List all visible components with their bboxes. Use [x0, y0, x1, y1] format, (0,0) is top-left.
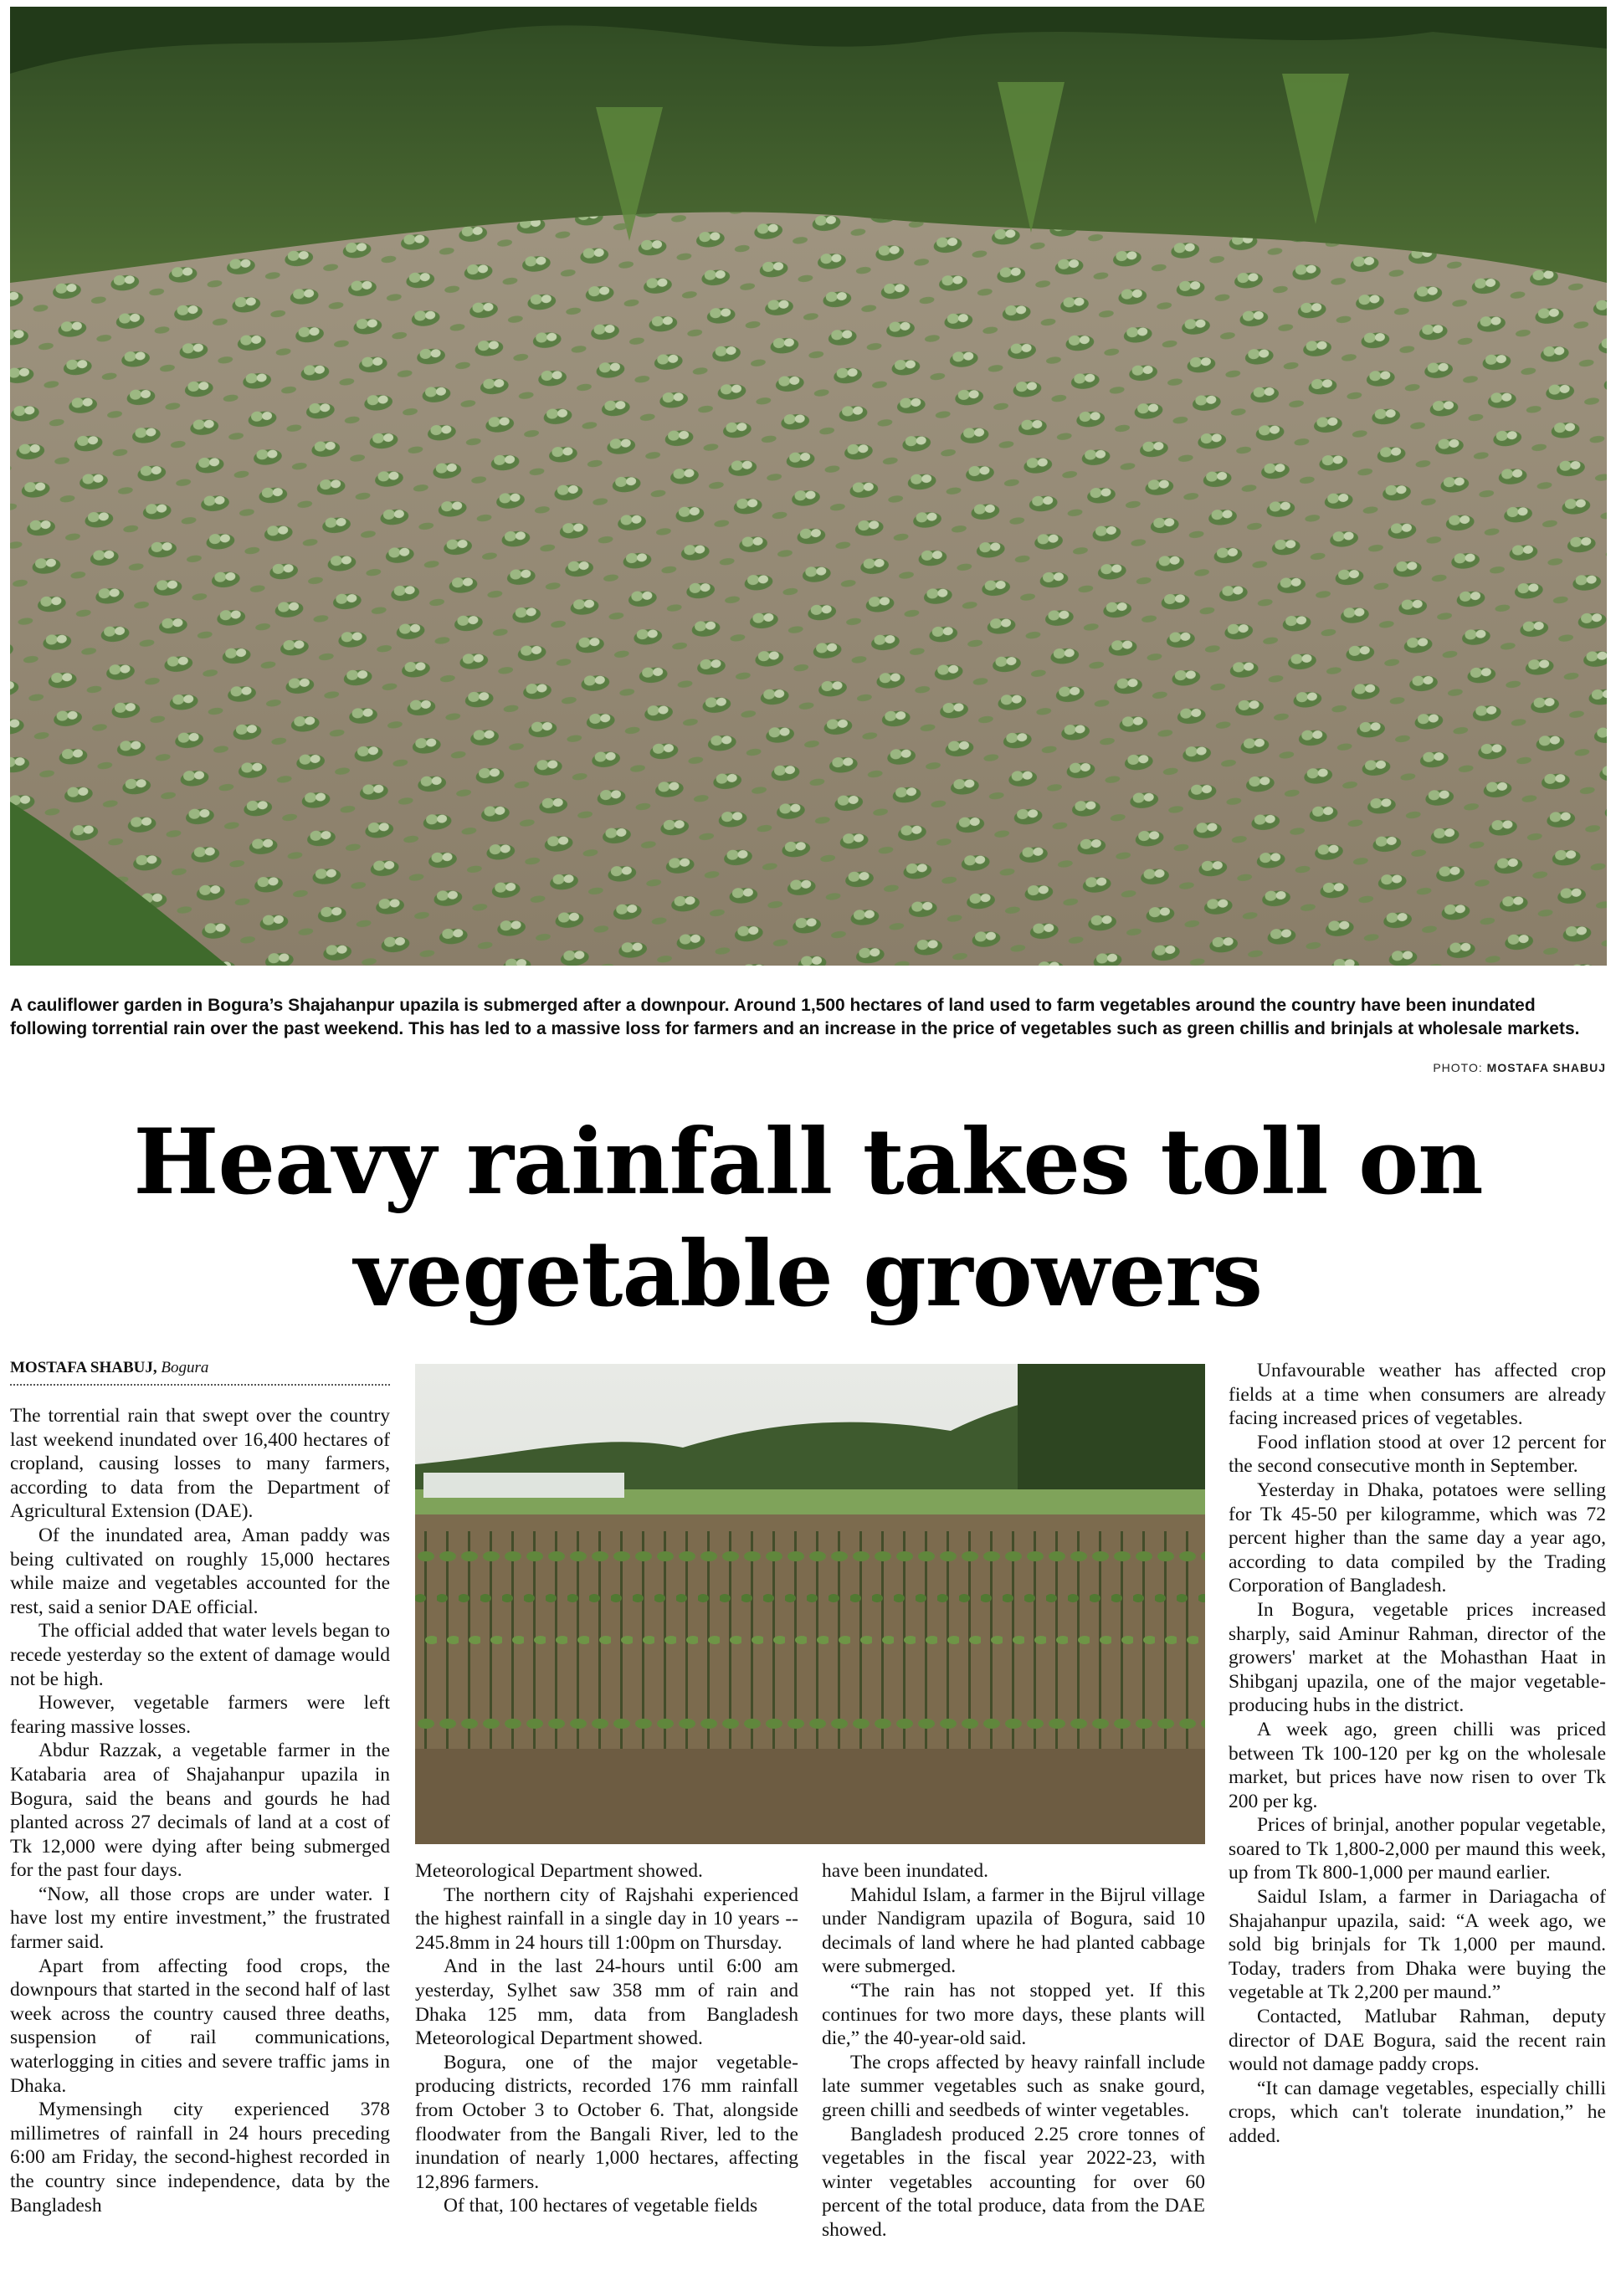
paragraph: Unfavourable weather has affected crop fields at a time when consumers are already facing increased prices of vegetables.: [1229, 1360, 1606, 1430]
paragraph: Prices of brinjal, another popular vegetable, soared to Tk 1,800-2,000 per maund this week, up from Tk 800-1,000 per maund earlier.: [1229, 1814, 1606, 1884]
article-column-2: [415, 1859, 798, 2291]
photo-credit: [1433, 1061, 1606, 1074]
paragraph: Food inflation stood at over 12 percent for the second consecutive month in September.: [1229, 1431, 1606, 1478]
paragraph: Mahidul Islam, a farmer in the Bijrul village under Nandigram upazila of Bogura, said 10 decimals of land where he had planted cabbage were submerged.: [822, 1883, 1205, 1978]
paragraph: Meteorological Department showed.: [415, 1860, 703, 1882]
byline-location: Bogura: [161, 1359, 209, 1376]
paragraph: Of the inundated area, Aman paddy was being cultivated on roughly 15,000 hectares while maize and vegetables accounted for the rest, said a senior DAE official.: [10, 1524, 390, 1618]
paragraph: The official added that water levels began to recede yesterday so the extent of damage would not be high.: [10, 1620, 390, 1690]
article-column-4: [1229, 1359, 1606, 2291]
paragraph: However, vegetable farmers were left fearing massive losses.: [10, 1692, 390, 1738]
paragraph: The torrential rain that swept over the country last weekend inundated over 16,400 hectares of cropland, causing losses to many farmers, according to data from the Department of Agricultural Extension (DAE).: [10, 1405, 390, 1523]
paragraph: Yesterday in Dhaka, potatoes were selling for Tk 45-50 per kilogramme, which was 72 percent higher than the same day a year ago, according to data compiled by the Trading Corporation of Bangladesh.: [1229, 1479, 1606, 1597]
article-column-1: [10, 1404, 390, 2291]
headline-line-1: Heavy rainfall takes toll on: [133, 1110, 1483, 1215]
paragraph: Contacted, Matlubar Rahman, deputy director of DAE Bogura, said the recent rain would not damage paddy crops.: [1229, 2006, 1606, 2076]
paragraph: “The rain has not stopped yet. If this continues for two more days, these plants will die,” the 40-year-old said.: [822, 1979, 1205, 2050]
inset-photo: [415, 1364, 1205, 1844]
headline: [0, 1106, 1616, 1330]
paragraph: “Now, all those crops are under water. I have lost my entire investment,” the frustrated farmer said.: [10, 1883, 390, 1954]
photo-caption: A cauliflower garden in Bogura’s Shajahanpur upazila is submerged after a downpour. Around 1,500 hectares of land used to farm vegetables around the country have been inundated following torrential rain over the past weekend. This has led to a massive loss for farmers and an increase in the price of vegetables such as green chillis and brinjals at wholesale markets.: [10, 996, 1580, 1038]
paragraph: Bangladesh produced 2.25 crore tonnes of vegetables in the fiscal year 2022-23, with winter vegetables accounting for over 60 percent of the total produce, data from the DAE showed.: [822, 2123, 1205, 2241]
paragraph: A week ago, green chilli was priced between Tk 100-120 per kg on the wholesale market, but prices have now risen to over Tk 200 per kg.: [1229, 1718, 1606, 1812]
paragraph: In Bogura, vegetable prices increased sharply, said Aminur Rahman, director of the growers' market at the Mohasthan Haat in Shibganj upazila, one of the major vegetable-producing hubs in the district.: [1229, 1598, 1606, 1717]
paragraph: The crops affected by heavy rainfall include late summer vegetables such as snake gourd, green chilli and seedbeds of winter vegetables.: [822, 2051, 1205, 2121]
byline: [10, 1359, 390, 1386]
paragraph: Mymensingh city experienced 378 millimetres of rainfall in 24 hours preceding 6:00 am Friday, the second-highest recorded in the country since independence, data by the Bangladesh: [10, 2099, 390, 2217]
paragraph: Bogura, one of the major vegetable-producing districts, recorded 176 mm rainfall from October 3 to October 6. That, alongside floodwater from the Bangali River, led to the inundation of nearly 1,000 hectares, affecting 12,896 farmers.: [415, 2051, 798, 2193]
paragraph: And in the last 24-hours until 6:00 am yesterday, Sylhet saw 358 mm of rain and Dhaka 125 mm, data from Bangladesh Meteorological Department showed.: [415, 1955, 798, 2050]
photo-credit-name: MOSTAFA SHABUJ: [1486, 1061, 1606, 1074]
headline-line-2: vegetable growers: [353, 1222, 1263, 1327]
byline-author: MOSTAFA SHABUJ,: [10, 1359, 157, 1376]
photo-credit-label: PHOTO:: [1433, 1061, 1483, 1074]
main-photo: [10, 7, 1607, 966]
paragraph: Saidul Islam, a farmer in Dariagacha of Shajahanpur upazila, said: “A week ago, we sold big brinjals for Tk 1,000 per maund. Today, traders from Dhaka were buying the vegetable at Tk 2,200 per maund.”: [1229, 1886, 1606, 2004]
paragraph: “It can damage vegetables, especially chilli crops, which can't tolerate inundation,” he added.: [1229, 2077, 1606, 2147]
article-column-3: [822, 1859, 1205, 2291]
paragraph: Abdur Razzak, a vegetable farmer in the Katabaria area of Shajahanpur upazila in Bogura, said the beans and gourds he had planted across 27 decimals of land at a cost of Tk 12,000 were dying after being submerged for the past four days.: [10, 1740, 390, 1882]
paragraph: have been inundated.: [822, 1860, 989, 1882]
flooded-field-illustration: [10, 7, 1607, 966]
flooded-bean-field-illustration: [415, 1364, 1205, 1844]
paragraph: The northern city of Rajshahi experienced the highest rainfall in a single day in 10 years -- 245.8mm in 24 hours till 1:00pm on Thursday.: [415, 1883, 798, 1954]
paragraph: Apart from affecting food crops, the downpours that started in the second half of last week across the country caused three deaths, suspension of rail communications, waterlogging in cities and severe traffic jams in Dhaka.: [10, 1955, 390, 2097]
paragraph: Of that, 100 hectares of vegetable fields: [444, 2195, 758, 2217]
